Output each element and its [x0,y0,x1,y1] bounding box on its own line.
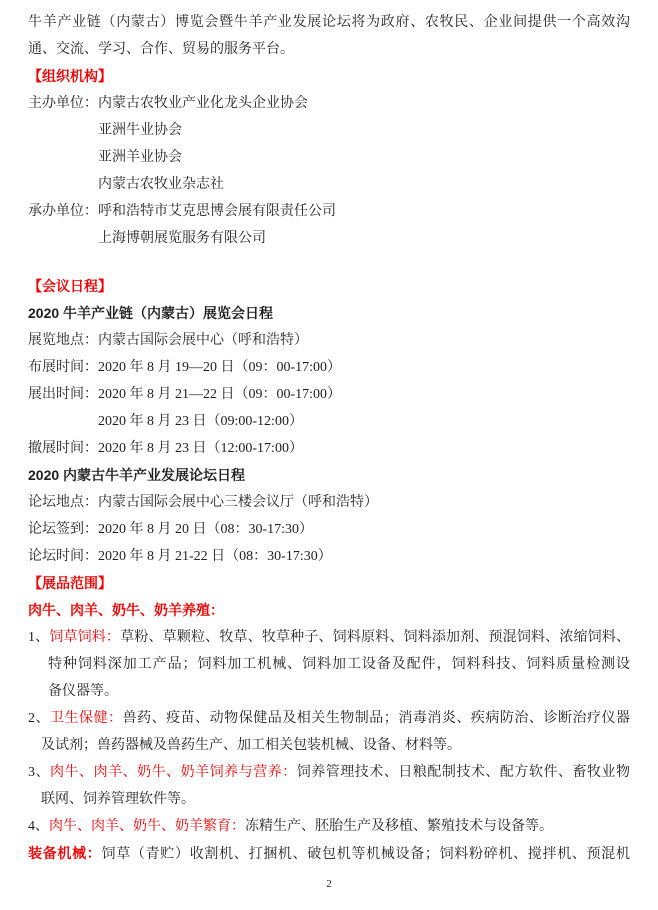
organizer-units-label: 承办单位： [28,204,98,219]
machinery-line [28,840,630,867]
exhibit-item-4-term: 肉牛、肉羊、奶牛、奶羊繁育： [49,819,245,834]
exhibit-item-3-line-2: 联网、饲养管理软件等。 [41,792,195,807]
intro-line-1: 牛羊产业链（内蒙古）博览会暨牛羊产业发展论坛将为政府、农牧民、企业间提供一个高效沟 [28,15,630,30]
organizer-unit-2: 上海博朝展览服务有限公司 [98,231,266,246]
expo-schedule-title: 2020 牛羊产业链（内蒙古）展览会日程 [28,305,274,321]
organizer-unit-1: 呼和浩特市艾克思博会展有限责任公司 [98,204,336,219]
expo-open-time-line-1: 展出时间：2020 年 8 月 21—22 日（09：00-17:00） [28,387,342,402]
host-unit-4: 内蒙古农牧业杂志社 [98,177,224,192]
exhibit-item-1-text: 草粉、草颗粒、牧草、牧草种子、饲料原料、饲料添加剂、预混饲料、浓缩饲料、 [120,630,630,645]
host-units-label: 主办单位： [28,96,98,111]
exhibit-item-2-line-2: 及试剂；兽药器械及兽药生产、加工相关包装机械、设备、材料等。 [41,738,461,753]
blank-line [28,252,630,273]
exhibit-item-4-number: 4、 [28,819,49,834]
host-unit-3: 亚洲羊业协会 [98,150,182,165]
page-number: 2 [326,878,332,890]
exhibit-item-3-term: 肉牛、肉羊、奶牛、奶羊饲养与营养： [50,765,297,780]
exhibit-item-3-line-1 [28,759,630,786]
organization-section-heading: 【组织机构】 [28,68,112,84]
organizer-units-line [28,198,630,225]
host-unit-1: 内蒙古农牧业产业化龙头企业协会 [98,96,308,111]
exhibit-item-2-line-1 [28,705,630,732]
forum-checkin-line: 论坛签到：2020 年 8 月 20 日（08：30-17:30） [28,522,314,537]
exhibits-section-heading: 【展品范围】 [28,575,112,591]
exhibit-item-2-number: 2、 [28,711,51,726]
exhibit-item-4-text: 冻精生产、胚胎生产及移植、繁殖技术与设备等。 [245,819,553,834]
schedule-section-heading: 【会议日程】 [28,278,112,294]
exhibit-item-1-line-1 [28,624,630,651]
host-units-line [28,90,630,117]
exhibit-item-4-line-1 [28,813,630,840]
exhibit-item-1-line-2: 特种饲料深加工产品；饲料加工机械、饲料加工设备及配件，饲料科技、饲料质量检测设 [48,657,630,672]
machinery-term: 装备机械： [28,845,102,861]
expo-open-time-line-2: 2020 年 8 月 23 日（09:00-12:00） [98,414,303,429]
exhibit-item-2-term: 卫生保健： [50,711,123,726]
exhibit-item-2-text: 兽药、疫苗、动物保健品及相关生物制品；消毒消炎、疾病防治、诊断治疗仪器 [122,711,630,726]
expo-setup-time-line: 布展时间：2020 年 8 月 19—20 日（09：00-17:00） [28,360,342,375]
exhibit-item-1-number: 1、 [28,630,50,645]
exhibit-item-1-term: 饲草饲料： [49,630,121,645]
host-unit-2: 亚洲牛业协会 [98,123,182,138]
machinery-text: 饲草（青贮）收割机、打捆机、破包机等机械设备；饲料粉碎机、搅拌机、预混机 [101,847,630,862]
exhibit-item-3-text: 饲养管理技术、日粮配制技术、配方软件、畜牧业物 [296,765,630,780]
intro-line-2: 通、交流、学习、合作、贸易的服务平台。 [28,42,294,57]
forum-venue-line: 论坛地点：内蒙古国际会展中心三楼会议厅（呼和浩特） [28,495,378,510]
expo-venue-line: 展览地点：内蒙古国际会展中心（呼和浩特） [28,333,308,348]
expo-teardown-time-line: 撤展时间：2020 年 8 月 23 日（12:00-17:00） [28,441,303,456]
exhibit-item-1-line-3: 备仪器等。 [48,684,118,699]
forum-time-line: 论坛时间：2020 年 8 月 21-22 日（08：30-17:30） [28,549,332,564]
forum-schedule-title: 2020 内蒙古牛羊产业发展论坛日程 [28,467,246,483]
exhibit-item-3-number: 3、 [28,765,51,780]
exhibits-category-heading: 肉牛、肉羊、奶牛、奶羊养殖： [28,602,224,618]
